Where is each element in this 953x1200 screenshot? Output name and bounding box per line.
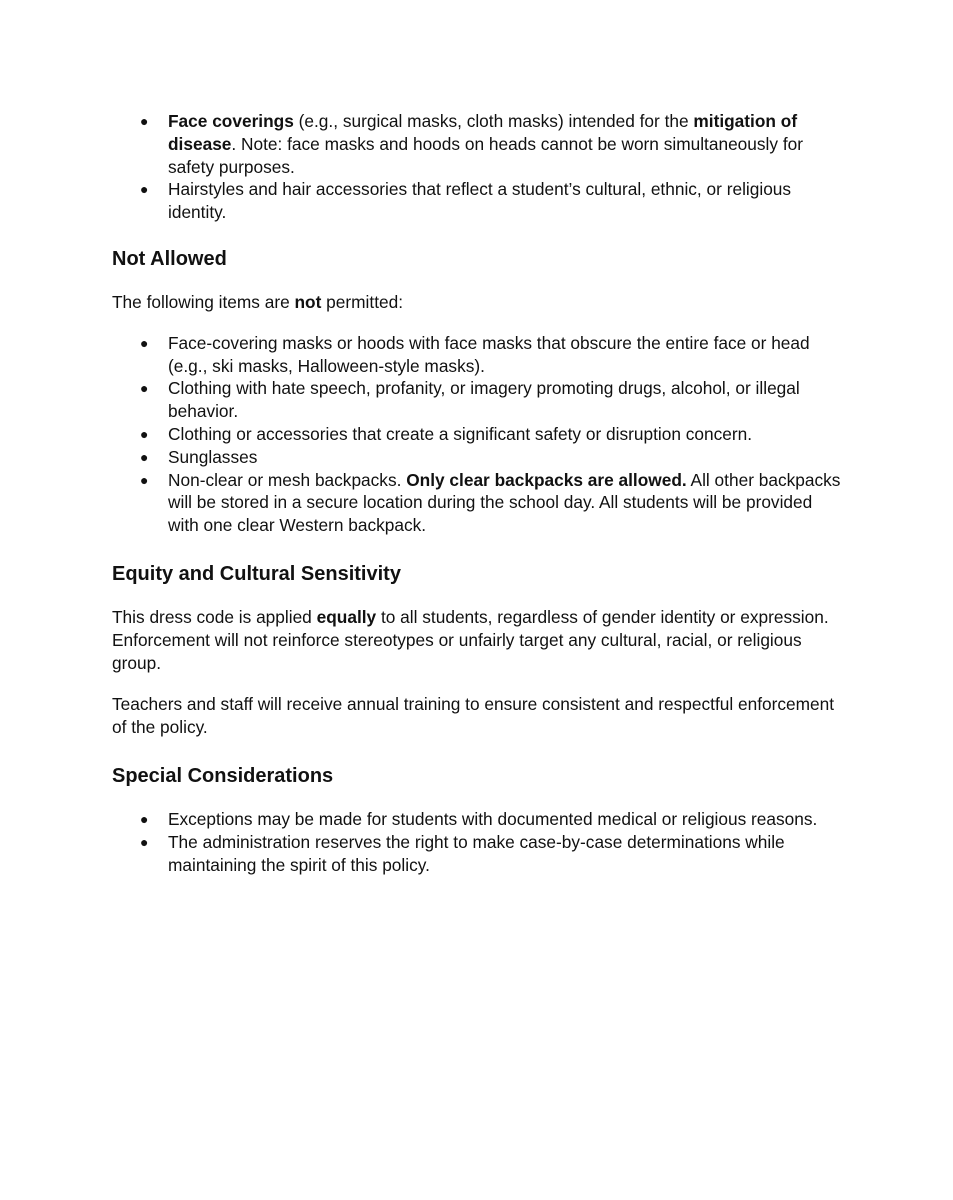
item-text: All other backpacks will be stored in a secure location during the school day. All students will be provided with one clear Western backpack. (168, 469, 841, 536)
list-item (112, 446, 842, 469)
equity-p1-before: This dress code is applied (112, 606, 317, 627)
bold-text: Face coverings (168, 111, 294, 131)
list-item (112, 831, 842, 877)
bold-text: Only clear backpacks are allowed. (406, 469, 687, 490)
special-considerations-heading: Special Considerations (112, 764, 334, 787)
item-text: The administration reserves the right to make case-by-case determinations while maintaining the spirit of this policy. (168, 831, 785, 875)
equity-paragraph-1 (112, 606, 842, 674)
item-text: Clothing or accessories that create a significant safety or disruption concern. (168, 423, 753, 444)
equity-heading: Equity and Cultural Sensitivity (112, 562, 401, 585)
bullet-icon: ● (140, 425, 149, 442)
equity-paragraph-2: Teachers and staff will receive annual training to ensure consistent and respectful enforcement of the policy. (112, 694, 835, 738)
list-item (112, 808, 842, 831)
bold-text: mitigation of disease (168, 111, 798, 154)
bullet-icon: ● (140, 380, 149, 397)
item-text: Hairstyles and hair accessories that reflect a student’s cultural, ethnic, or religious identity. (168, 179, 792, 223)
equity-p1-after: to all students, regardless of gender identity or expression. Enforcement will not reinforce stereotypes or unfairly target any cultural, racial, or religious group. (112, 606, 829, 673)
bullet-icon: ● (140, 181, 149, 198)
list-item (112, 178, 842, 224)
list-item (112, 110, 842, 178)
equity-p1-bold: equally (316, 606, 377, 627)
not-allowed-heading: Not Allowed (112, 247, 227, 270)
bullet-icon: ● (140, 334, 149, 351)
item-text: Face-covering masks or hoods with face masks that obscure the entire face or head (e.g., ski masks, Halloween-style masks). (168, 332, 810, 376)
item-text: . Note: face masks and hoods on heads cannot be worn simultaneously for safety purposes. (168, 133, 803, 177)
list-item (112, 332, 842, 378)
list-item (112, 377, 842, 423)
item-text: Exceptions may be made for students with documented medical or religious reasons. (168, 808, 818, 829)
bullet-icon: ● (140, 471, 149, 488)
item-text: Clothing with hate speech, profanity, or imagery promoting drugs, alcohol, or illegal behavior. (168, 378, 800, 422)
not-allowed-intro (112, 291, 842, 314)
not-allowed-list (112, 332, 842, 537)
document-content (112, 110, 842, 876)
intro-text-before: The following items are (112, 291, 295, 312)
allowed-list (112, 110, 842, 224)
bullet-icon: ● (140, 833, 149, 850)
item-text: Non-clear or mesh backpacks. (168, 469, 407, 490)
bullet-icon: ● (140, 113, 149, 129)
intro-text-after: permitted: (321, 291, 404, 312)
special-considerations-list (112, 808, 842, 876)
intro-text-bold: not (294, 291, 322, 312)
bullet-icon: ● (140, 448, 149, 465)
item-text: Sunglasses (168, 446, 258, 467)
bullet-icon: ● (140, 810, 149, 827)
item-text: (e.g., surgical masks, cloth masks) intended for the (293, 111, 694, 131)
list-item (112, 423, 842, 446)
list-item (112, 469, 842, 537)
